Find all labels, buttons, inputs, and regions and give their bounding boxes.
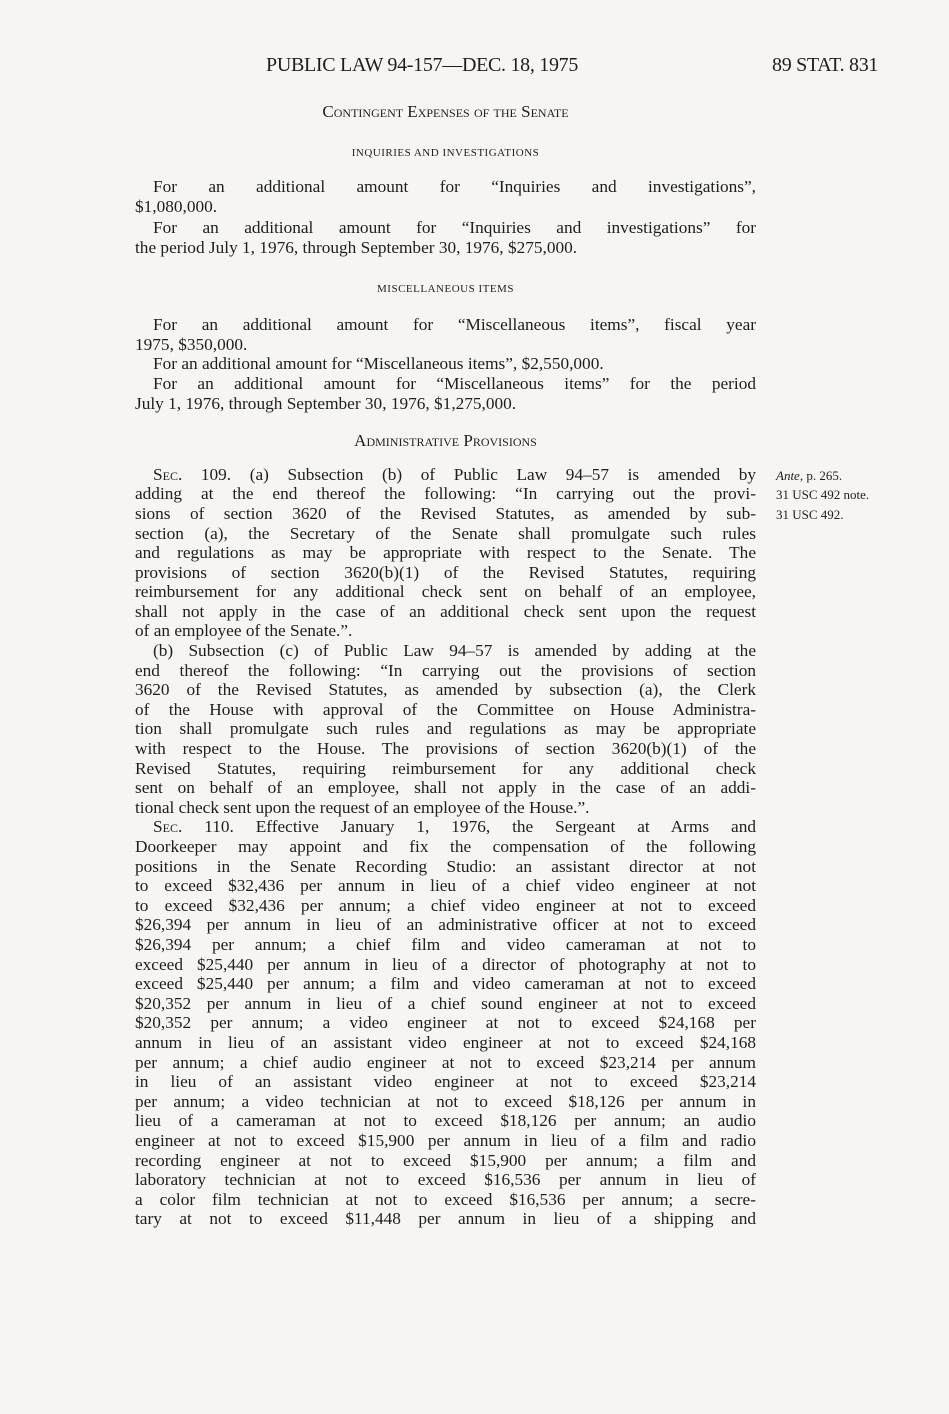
text-line: For an additional amount for “Inquiries and investigations”, <box>153 177 756 197</box>
text-line: end thereof the following: “In carrying out the provisions of section <box>135 660 756 680</box>
text-line: a color film technician at not to exceed $16,536 per annum; a secre- <box>135 1189 756 1209</box>
text-line: shall not apply in the case of an additional check sent upon the request <box>135 601 756 621</box>
text-line: Revised Statutes, requiring reimbursement for any additional check <box>135 758 756 778</box>
text-line: $20,352 per annum; a video engineer at not to exceed $24,168 per <box>135 1013 756 1033</box>
text-line: adding at the end thereof the following: “In carrying out the provi- <box>135 484 756 504</box>
text-line: annum in lieu of an assistant video engineer at not to exceed $24,168 <box>135 1032 756 1052</box>
section-label: Sec. 109. <box>153 464 232 484</box>
text-line: For an additional amount for “Miscellaneous items”, fiscal year <box>153 315 756 335</box>
section-label: Sec. 110. <box>153 817 234 837</box>
line-text: Effective January 1, 1976, the Sergeant at Arms and <box>233 817 757 837</box>
text-line <box>135 817 756 837</box>
text-line: per annum; a video technician at not to exceed $18,126 per annum in <box>135 1091 756 1111</box>
margin-note-usc: 31 USC 492. <box>776 506 844 522</box>
text-line: July 1, 1976, through September 30, 1976, $1,275,000. <box>135 393 517 413</box>
text-line: $26,394 per annum; a chief film and video cameraman at not to <box>135 934 756 954</box>
text-line: and regulations as may be appropriate with respect to the Senate. The <box>135 543 756 563</box>
text-line: reimbursement for any additional check sent on behalf of an employee, <box>135 582 756 602</box>
text-line <box>135 465 756 485</box>
text-line: in lieu of an assistant video engineer at not to exceed $23,214 <box>135 1072 756 1092</box>
margin-note-ante: Ante, p. 265. <box>776 468 843 483</box>
text-line: tion shall promulgate such rules and regulations as may be appropriate <box>135 719 756 739</box>
text-line: of an employee of the Senate.”. <box>135 621 353 641</box>
text-line: 1975, $350,000. <box>135 334 248 354</box>
text-line: $26,394 per annum in lieu of an administrative officer at not to exceed <box>135 915 756 935</box>
statute-page-number: 89 STAT. 831 <box>772 54 879 76</box>
margin-notes <box>776 466 869 524</box>
paragraph <box>135 177 756 216</box>
document-body <box>135 100 756 1229</box>
text-line: positions in the Senate Recording Studio: an assistant director at not <box>135 856 756 876</box>
paragraph <box>135 354 756 374</box>
text-line: (b) Subsection (c) of Public Law 94–57 is amended by adding at the <box>153 641 756 661</box>
section-109-b <box>135 641 756 817</box>
section-110 <box>135 817 756 1228</box>
text-line: laboratory technician at not to exceed $16,536 per annum in lieu of <box>135 1170 756 1190</box>
text-line: For an additional amount for “Inquiries and investigations” for <box>153 218 756 238</box>
paragraph <box>135 315 756 354</box>
running-header-title: PUBLIC LAW 94-157—DEC. 18, 1975 <box>266 54 579 76</box>
text-line: lieu of a cameraman at not to exceed $18,126 per annum; an audio <box>135 1111 756 1131</box>
text-line: tional check sent upon the request of an employee of the House.”. <box>135 797 590 817</box>
text-line: recording engineer at not to exceed $15,900 per annum; a film and <box>135 1150 756 1170</box>
text-line: For an additional amount for “Miscellaneous items” for the period <box>153 373 756 393</box>
text-line: exceed $25,440 per annum in lieu of a director of photography at not to <box>135 954 756 974</box>
text-line: exceed $25,440 per annum; a film and video cameraman at not to exceed <box>135 974 756 994</box>
heading-contingent-expenses: Contingent Expenses of the Senate <box>322 102 569 121</box>
section-109-a <box>135 465 756 641</box>
text-line: Doorkeeper may appoint and fix the compensation of the following <box>135 837 756 856</box>
text-line: $1,080,000. <box>135 196 218 216</box>
text-line: section (a), the Secretary of the Senate shall promulgate such rules <box>135 523 756 543</box>
margin-note-usc-note: 31 USC 492 note. <box>776 487 870 503</box>
text-line: per annum; a chief audio engineer at not to exceed $23,214 per annum <box>135 1052 756 1072</box>
text-line: For an additional amount for “Miscellaneous items”, $2,550,000. <box>153 354 604 374</box>
text-line: of the House with approval of the Committee on House Administra- <box>135 699 756 719</box>
text-line: sent on behalf of an employee, shall not apply in the case of an addi- <box>135 778 756 798</box>
text-line: sions of section 3620 of the Revised Statutes, as amended by sub- <box>135 503 756 523</box>
text-line: $20,352 per annum in lieu of a chief sound engineer at not to exceed <box>135 993 756 1013</box>
text-line: to exceed $32,436 per annum; a chief video engineer at not to exceed <box>135 895 756 915</box>
subheading-inquiries: INQUIRIES AND INVESTIGATIONS <box>351 146 540 159</box>
text-line: with respect to the House. The provisions of section 3620(b)(1) of the <box>135 739 756 759</box>
text-line: 3620 of the Revised Statutes, as amended by subsection (a), the Clerk <box>135 680 756 700</box>
line-text: (a) Subsection (b) of Public Law 94–57 is amended by <box>231 464 757 484</box>
text-line: the period July 1, 1976, through September 30, 1976, $275,000. <box>135 237 578 257</box>
text-line: to exceed $32,436 per annum in lieu of a chief video engineer at not <box>135 876 756 896</box>
text-line: tary at not to exceed $11,448 per annum in lieu of a shipping and <box>135 1209 756 1229</box>
text-line: provisions of section 3620(b)(1) of the Revised Statutes, requiring <box>135 562 756 582</box>
text-line: engineer at not to exceed $15,900 per annum in lieu of a film and radio <box>135 1130 756 1150</box>
subheading-miscellaneous: MISCELLANEOUS ITEMS <box>377 282 514 295</box>
paragraph <box>135 218 756 257</box>
paragraph <box>135 374 756 413</box>
heading-administrative-provisions: Administrative Provisions <box>354 431 537 451</box>
